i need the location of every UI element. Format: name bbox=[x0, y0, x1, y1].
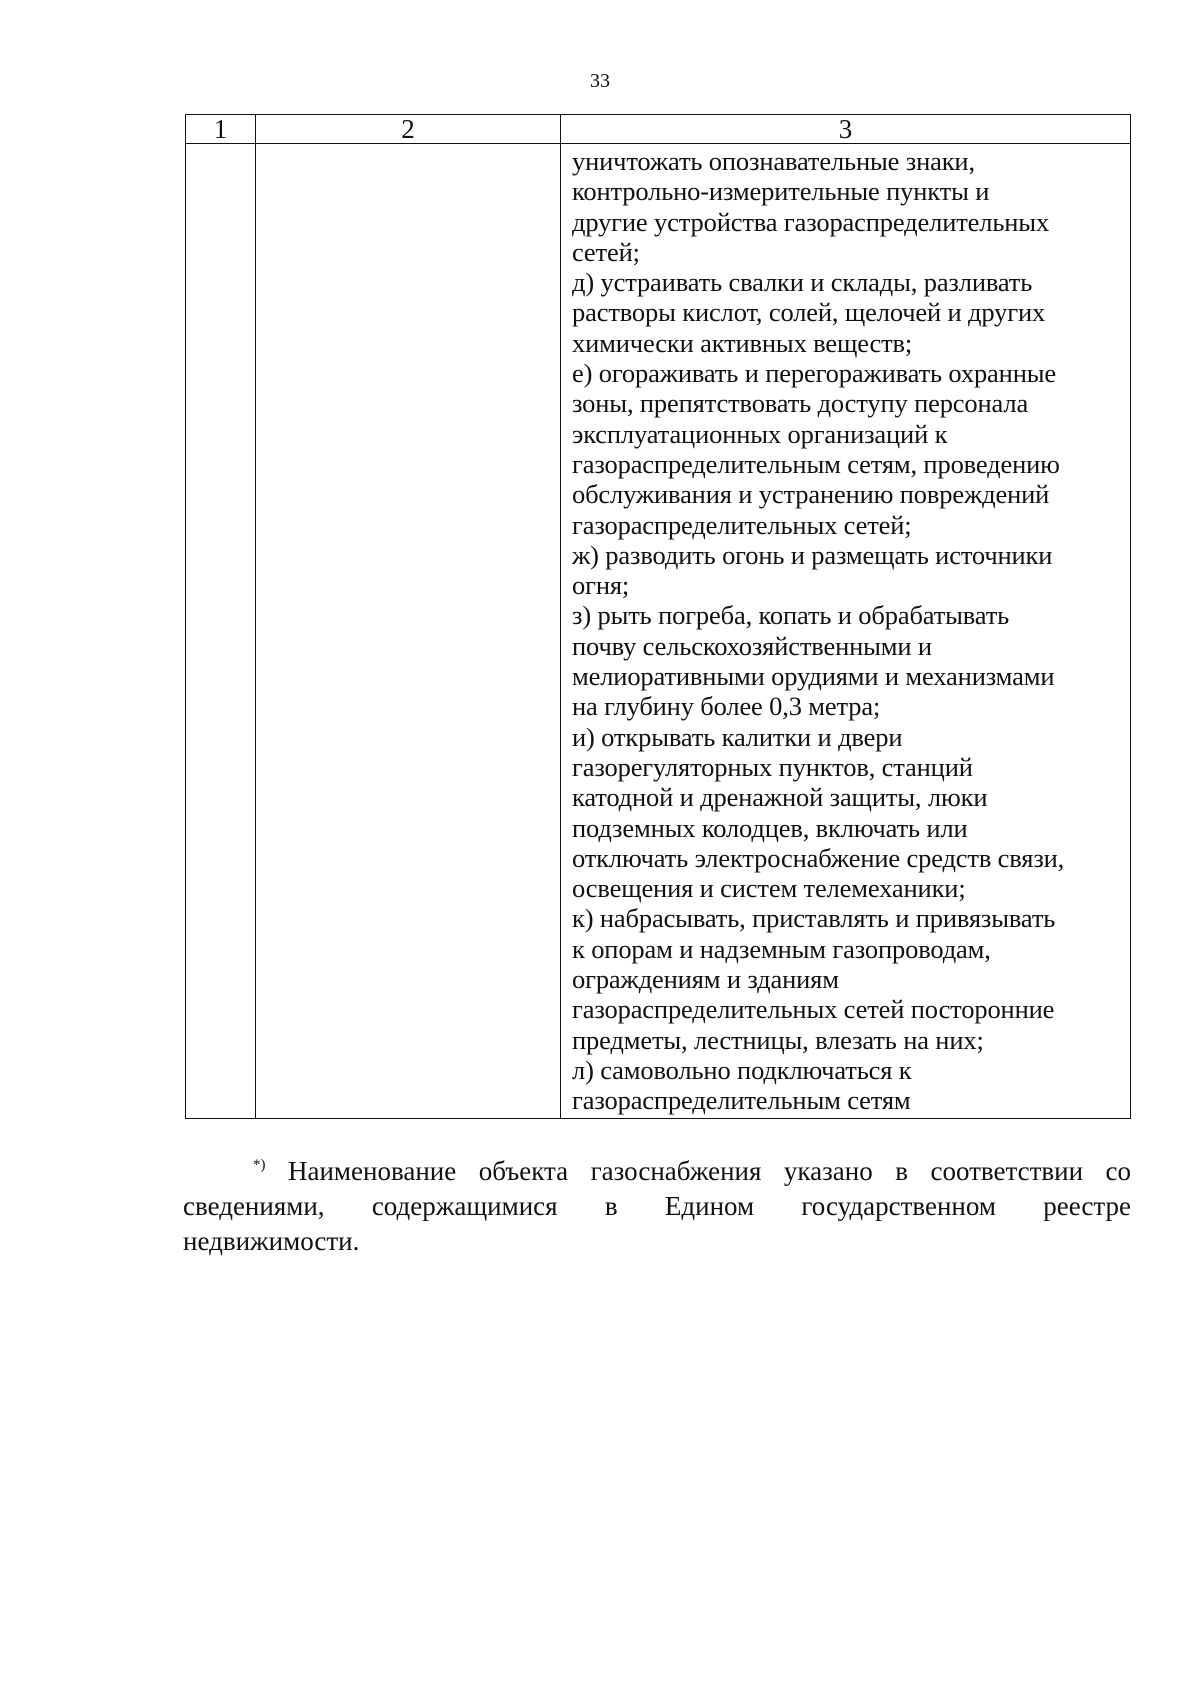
table-cell-col3 bbox=[561, 144, 1131, 1119]
page-number: 33 bbox=[590, 70, 610, 92]
table-cell-col1 bbox=[186, 144, 256, 1119]
text-line: контрольно-измерительные пункты и bbox=[572, 176, 990, 207]
text-line: эксплуатационных организаций к bbox=[572, 418, 948, 449]
restrictions-table bbox=[185, 114, 1131, 1119]
footnote-text-1: Наименование объекта газоснабжения указано в соответствии со bbox=[288, 1156, 1131, 1186]
text-line: газорегуляторных пунктов, станций bbox=[572, 751, 973, 782]
footnote-text-3: недвижимости. bbox=[183, 1226, 360, 1256]
text-line: растворы кислот, солей, щелочей и других bbox=[572, 297, 1046, 328]
text-line: и) открывать калитки и двери bbox=[572, 721, 903, 752]
text-line: огня; bbox=[572, 570, 630, 601]
text-line: газораспределительным сетям, проведению bbox=[572, 448, 1060, 479]
text-line: освещения и систем телемеханики; bbox=[572, 873, 966, 904]
footnote-text-2: сведениями, содержащимися в Едином государственном реестре bbox=[183, 1191, 1131, 1221]
footnote-line bbox=[183, 1154, 1131, 1189]
text-line: на глубину более 0,3 метра; bbox=[572, 691, 881, 722]
table-cell-col2 bbox=[256, 144, 561, 1119]
footnote-marker: *) bbox=[253, 1157, 266, 1173]
text-line: мелиоративными орудиями и механизмами bbox=[572, 661, 1055, 692]
restrictions-text bbox=[561, 144, 1130, 1118]
text-line: ж) разводить огонь и размещать источники bbox=[572, 539, 1053, 570]
text-line: л) самовольно подключаться к bbox=[572, 1054, 912, 1085]
table-header-row bbox=[186, 115, 1131, 144]
text-line: к) набрасывать, приставлять и привязывать bbox=[572, 903, 1056, 934]
text-line: обслуживания и устранению повреждений bbox=[572, 479, 1050, 510]
text-line: газораспределительных сетей; bbox=[572, 509, 912, 540]
text-line: сетей; bbox=[572, 236, 640, 267]
column-header-2: 2 bbox=[256, 115, 561, 144]
text-line: зоны, препятствовать доступу персонала bbox=[572, 388, 1029, 419]
text-line: катодной и дренажной защиты, люки bbox=[572, 782, 988, 813]
text-line: предметы, лестницы, влезать на них; bbox=[572, 1024, 984, 1055]
text-line: химически активных веществ; bbox=[572, 327, 913, 358]
text-line: уничтожать опознавательные знаки, bbox=[572, 146, 975, 176]
table-row bbox=[186, 144, 1131, 1119]
column-header-3: 3 bbox=[561, 115, 1131, 144]
text-line: к опорам и надземным газопроводам, bbox=[572, 933, 991, 964]
text-line: почву сельскохозяйственными и bbox=[572, 630, 932, 661]
text-line: отключать электроснабжение средств связи, bbox=[572, 842, 1065, 873]
text-line: подземных колодцев, включать или bbox=[572, 812, 968, 843]
text-line: ограждениям и зданиям bbox=[572, 964, 839, 995]
text-line: е) огораживать и перегораживать охранные bbox=[572, 358, 1056, 389]
text-line: другие устройства газораспределительных bbox=[572, 206, 1050, 237]
text-line: газораспределительным сетям bbox=[572, 1085, 911, 1116]
text-line: з) рыть погреба, копать и обрабатывать bbox=[572, 600, 1010, 631]
text-line: газораспределительных сетей посторонние bbox=[572, 994, 1055, 1025]
column-header-1: 1 bbox=[186, 115, 256, 144]
text-line: д) устраивать свалки и склады, разливать bbox=[572, 267, 1033, 298]
footnote bbox=[183, 1154, 1131, 1259]
